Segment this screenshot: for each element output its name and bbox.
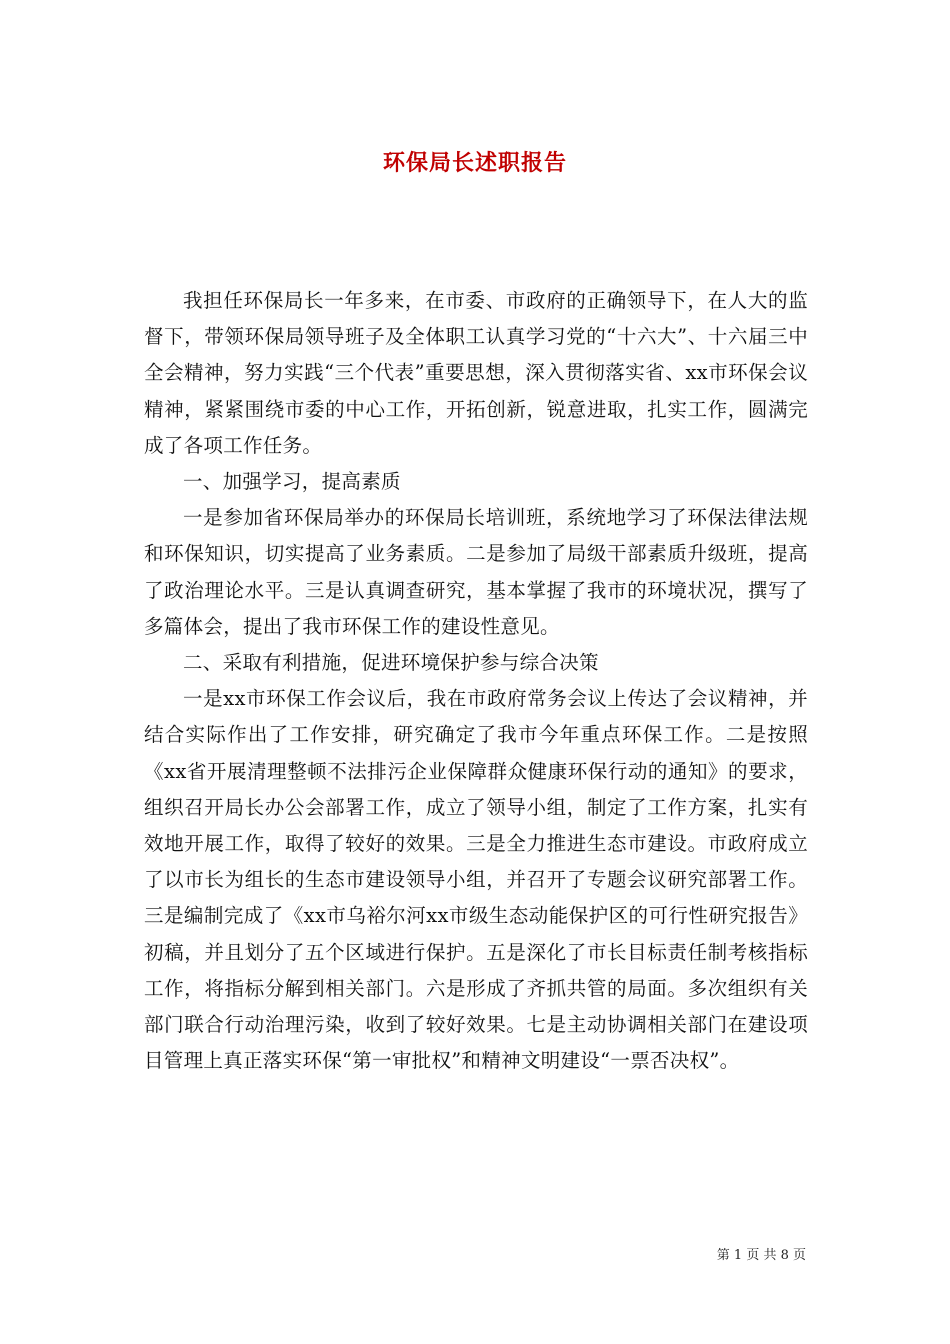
paragraph-section-2: 一是xx市环保工作会议后，我在市政府常务会议上传达了会议精神，并结合实际作出了工作安排，研究确定了我市今年重点环保工作。二是按照《xx省开展清理整顿不法排污企业保障群众健康环保行动的通知》的要求，组织召开局长办公会部署工作，成立了领导小组，制定了工作方案，扎实有效地开展工作，取得了较好的效果。三是全力推进生态市建设。市政府成立了以市长为组长的生态市建设领导小组，并召开了专题会议研究部署工作。三是编制完成了《xx市乌裕尔河xx市级生态动能保护区的可行性研究报告》初稿，并且划分了五个区域进行保护。五是深化了市长目标责任制考核指标工作，将指标分解到相关部门。六是形成了齐抓共管的局面。多次组织有关部门联合行动治理污染，收到了较好效果。七是主动协调相关部门在建设项目管理上真正落实环保“第一审批权”和精神文明建设“一票否决权”。: [144, 687, 808, 1073]
page-title: 环保局长述职报告: [382, 150, 567, 176]
document-body: [144, 283, 808, 1079]
section-heading-2: 二、采取有利措施，促进环境保护参与综合决策: [183, 651, 599, 675]
section-heading-1: 一、加强学习，提高素质: [183, 470, 401, 494]
paragraph-section-1: 一是参加省环保局举办的环保局长培训班，系统地学习了环保法律法规和环保知识，切实提高了业务素质。二是参加了局级干部素质升级班，提高了政治理论水平。三是认真调查研究，基本掌握了我市的环境状况，撰写了多篇体会，提出了我市环保工作的建设性意见。: [144, 506, 808, 638]
page-number: 第 1 页 共 8 页: [716, 1248, 806, 1263]
paragraph-intro: 我担任环保局长一年多来，在市委、市政府的正确领导下，在人大的监督下，带领环保局领导班子及全体职工认真学习党的“十六大”、十六届三中全会精神，努力实践“三个代表”重要思想，深入贯彻落实省、xx市环保会议精神，紧紧围绕市委的中心工作，开拓创新，锐意进取，扎实工作，圆满完成了各项工作任务。: [144, 289, 808, 457]
